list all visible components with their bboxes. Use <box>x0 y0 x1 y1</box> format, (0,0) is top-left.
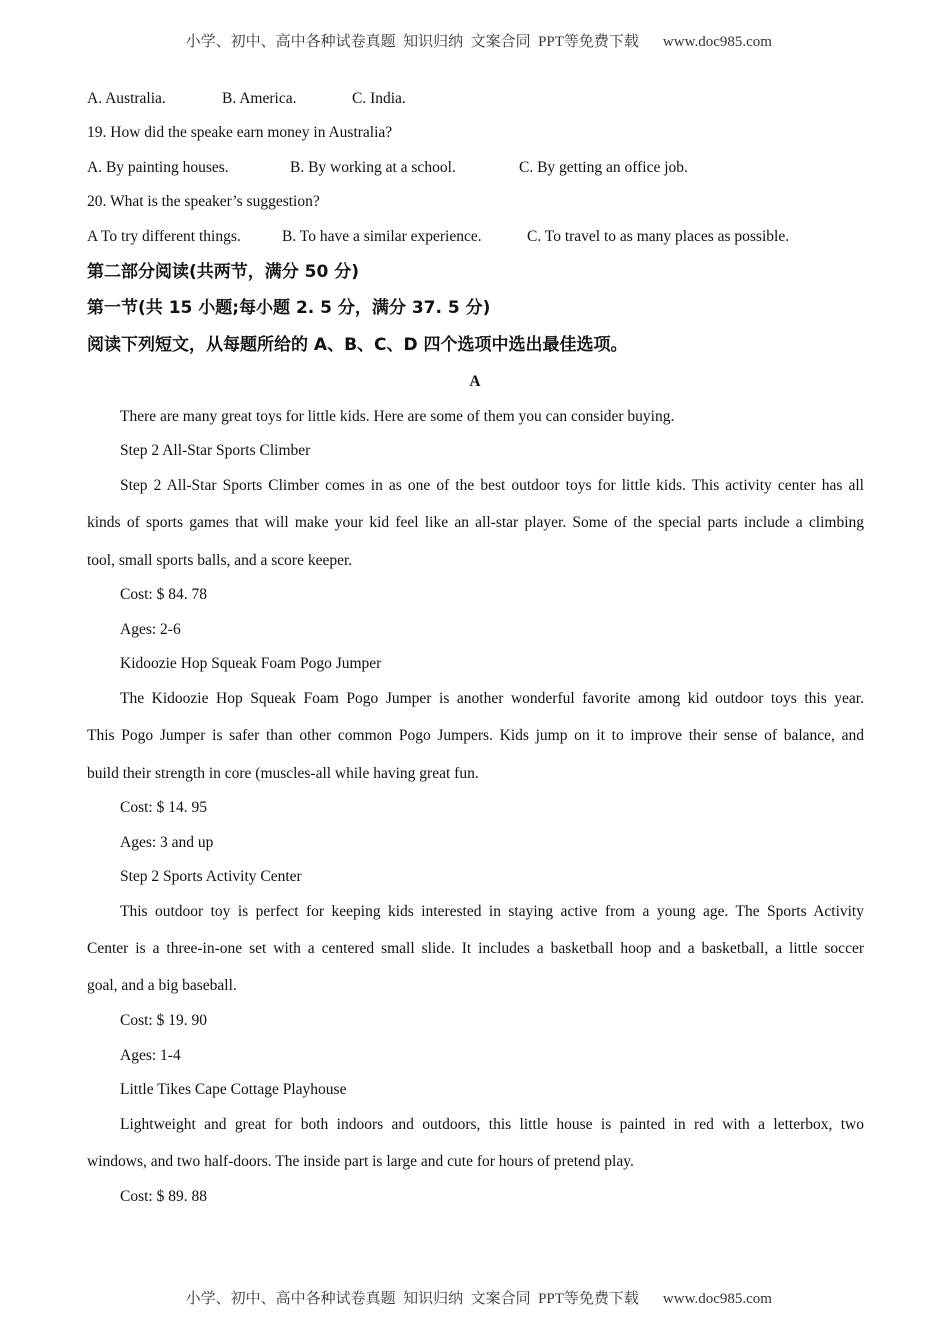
toy-1-desc-line-3: tool, small sports balls, and a score keeper. <box>87 552 353 569</box>
toy-2-desc-line-1: The Kidoozie Hop Squeak Foam Pogo Jumper is another wonderful favorite among kid outdoor toys this year. <box>120 690 864 707</box>
question-19: 19. How did the speake earn money in Australia? <box>87 124 393 141</box>
toy-3-cost: Cost: $ 19. 90 <box>120 1012 207 1029</box>
part-two-title: 第二部分阅读(共两节，满分 50 分) <box>87 262 360 282</box>
q18-option-c: C. India. <box>352 90 406 107</box>
toy-3-name: Step 2 Sports Activity Center <box>120 868 302 885</box>
q19-option-c: C. By getting an office job. <box>519 159 688 176</box>
toy-2-desc-line-2: This Pogo Jumper is safer than other common Pogo Jumpers. Kids jump on it to improve their sense of balance, and <box>87 727 864 744</box>
footer-url[interactable]: www.doc985.com <box>662 1291 772 1307</box>
toy-4-desc-line-1: Lightweight and great for both indoors and outdoors, this little house is painted in red with a letterbox, two <box>120 1116 864 1133</box>
toy-1-desc-line-1: Step 2 All-Star Sports Climber comes in as one of the best outdoor toys for little kids. This activity center has all <box>120 477 864 494</box>
toy-1-ages: Ages: 2-6 <box>120 621 181 638</box>
footer-text: 小学、初中、高中各种试卷真题 知识归纳 文案合同 PPT等免费下载 <box>185 1291 639 1307</box>
question-20: 20. What is the speaker’s suggestion? <box>87 193 320 210</box>
toy-1-cost: Cost: $ 84. 78 <box>120 586 207 603</box>
header-text: 小学、初中、高中各种试卷真题 知识归纳 文案合同 PPT等免费下载 <box>185 34 639 50</box>
toy-4-cost: Cost: $ 89. 88 <box>120 1188 207 1205</box>
q19-option-a: A. By painting houses. <box>87 159 229 176</box>
reading-instruction: 阅读下列短文，从每题所给的 A、B、C、D 四个选项中选出最佳选项。 <box>87 335 628 355</box>
q20-option-a: A To try different things. <box>87 228 241 245</box>
toy-2-ages: Ages: 3 and up <box>120 834 214 851</box>
q18-option-a: A. Australia. <box>87 90 166 107</box>
q19-option-b: B. By working at a school. <box>290 159 456 176</box>
q18-option-b: B. America. <box>222 90 297 107</box>
toy-3-ages: Ages: 1-4 <box>120 1047 181 1064</box>
toy-3-desc-line-1: This outdoor toy is perfect for keeping kids interested in staying active from a young age. The Sports Activity <box>120 903 864 920</box>
passage-label: A <box>469 373 481 390</box>
passage-intro: There are many great toys for little kids. Here are some of them you can consider buying. <box>120 408 675 425</box>
toy-3-desc-line-3: goal, and a big baseball. <box>87 977 237 994</box>
page-header <box>0 13 950 51</box>
section-one-title: 第一节(共 15 小题;每小题 2. 5 分，满分 37. 5 分) <box>87 298 491 318</box>
toy-2-cost: Cost: $ 14. 95 <box>120 799 207 816</box>
header-url[interactable]: www.doc985.com <box>662 34 772 50</box>
toy-4-desc-line-2: windows, and two half-doors. The inside part is large and cute for hours of pretend play. <box>87 1153 634 1170</box>
q20-option-c: C. To travel to as many places as possible. <box>527 228 790 245</box>
toy-2-desc-line-3: build their strength in core (muscles-all while having great fun. <box>87 765 479 782</box>
q20-option-b: B. To have a similar experience. <box>282 228 482 245</box>
toy-2-name: Kidoozie Hop Squeak Foam Pogo Jumper <box>120 655 382 672</box>
toy-1-desc-line-2: kinds of sports games that will make your kid feel like an all-star player. Some of the special parts include a climbing <box>87 514 864 531</box>
toy-4-name: Little Tikes Cape Cottage Playhouse <box>120 1081 347 1098</box>
toy-1-name: Step 2 All-Star Sports Climber <box>120 442 311 459</box>
toy-3-desc-line-2: Center is a three-in-one set with a centered small slide. It includes a basketball hoop and a basketball, a little soccer <box>87 940 864 957</box>
page-footer <box>0 1270 950 1308</box>
